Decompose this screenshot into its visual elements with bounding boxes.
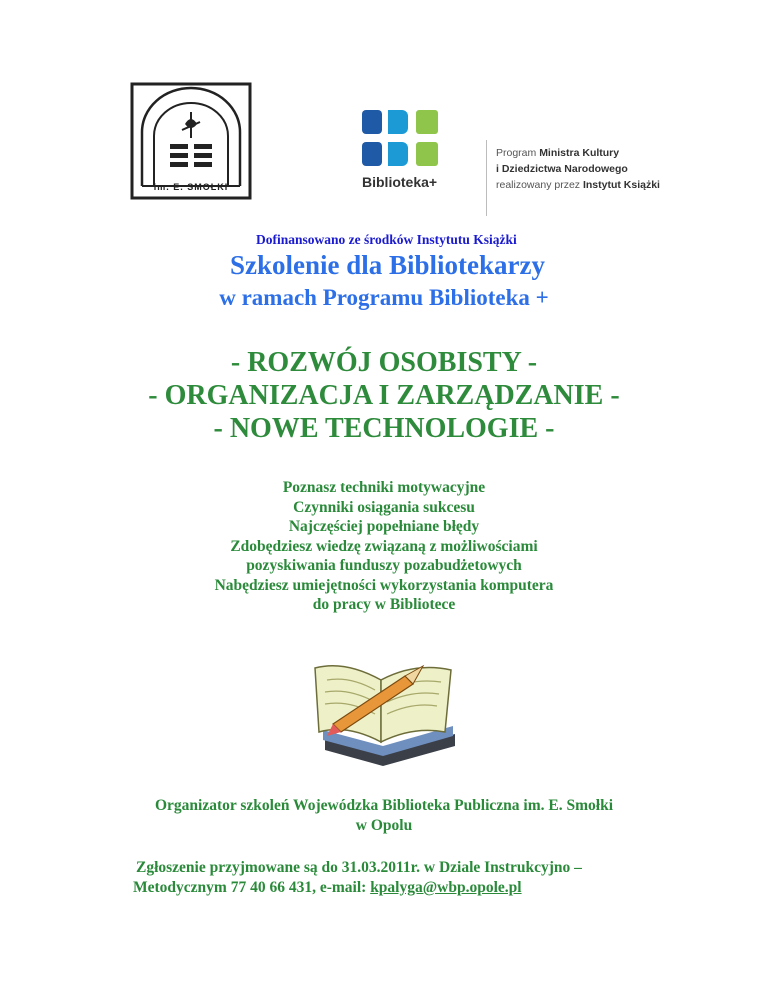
program-sponsor-text xyxy=(496,145,660,193)
benefit-item: pozyskiwania funduszy pozabudżetowych xyxy=(246,557,522,574)
biblioteka-plus-name: Biblioteka+ xyxy=(362,174,438,190)
email-link[interactable]: kpalyga@wbp.opole.pl xyxy=(370,879,522,896)
topic-item: - NOWE TECHNOLOGIE - xyxy=(213,413,555,444)
program-line1-pre: Program xyxy=(496,147,540,159)
topics-list xyxy=(0,346,768,445)
benefit-item: do pracy w Bibliotece xyxy=(312,596,456,613)
seal-bottom-text: im. E. SMOŁKI xyxy=(153,182,229,192)
benefits-list xyxy=(0,478,768,615)
program-subtitle: w ramach Programu Biblioteka + xyxy=(219,285,549,310)
book-with-pencil-icon xyxy=(305,650,465,770)
organizer-line2: w Opolu xyxy=(355,817,413,834)
benefit-item: Nabędziesz umiejętności wykorzystania komputera xyxy=(214,576,554,594)
funding-note: Dofinansowano ze środków Instytutu Książki xyxy=(256,232,517,247)
biblioteka-plus-logo xyxy=(362,108,452,170)
logo-divider xyxy=(486,140,487,216)
program-line3-pre: realizowany przez xyxy=(496,179,583,191)
benefit-item: Poznasz techniki motywacyjne xyxy=(282,479,486,496)
topic-item: - ORGANIZACJA I ZARZĄDZANIE - xyxy=(148,380,620,411)
benefit-item: Czynniki osiągania sukcesu xyxy=(293,498,475,516)
program-line2-bold: i Dziedzictwa Narodowego xyxy=(496,163,628,175)
library-seal-logo xyxy=(130,82,252,200)
benefit-item: Najczęściej popełniane błędy xyxy=(288,518,480,535)
program-line3-bold: Instytut Książki xyxy=(582,179,660,191)
training-title: Szkolenie dla Bibliotekarzy xyxy=(230,250,546,280)
application-info xyxy=(133,858,696,898)
apply-line2-text: Metodycznym 77 40 66 431, e-mail: xyxy=(133,879,371,896)
apply-line1: Zgłoszenie przyjmowane są do 31.03.2011r. w Dziale Instrukcyjno – xyxy=(136,859,582,876)
topic-item: - ROZWÓJ OSOBISTY - xyxy=(230,347,538,378)
organizer-info xyxy=(0,796,768,836)
program-line1-bold: Ministra Kultury xyxy=(539,147,620,159)
benefit-item: Zdobędziesz wiedzę związaną z możliwościami xyxy=(230,537,538,555)
organizer-line1: Organizator szkoleń Wojewódzka Biblioteka Publiczna im. E. Smołki xyxy=(155,797,613,814)
